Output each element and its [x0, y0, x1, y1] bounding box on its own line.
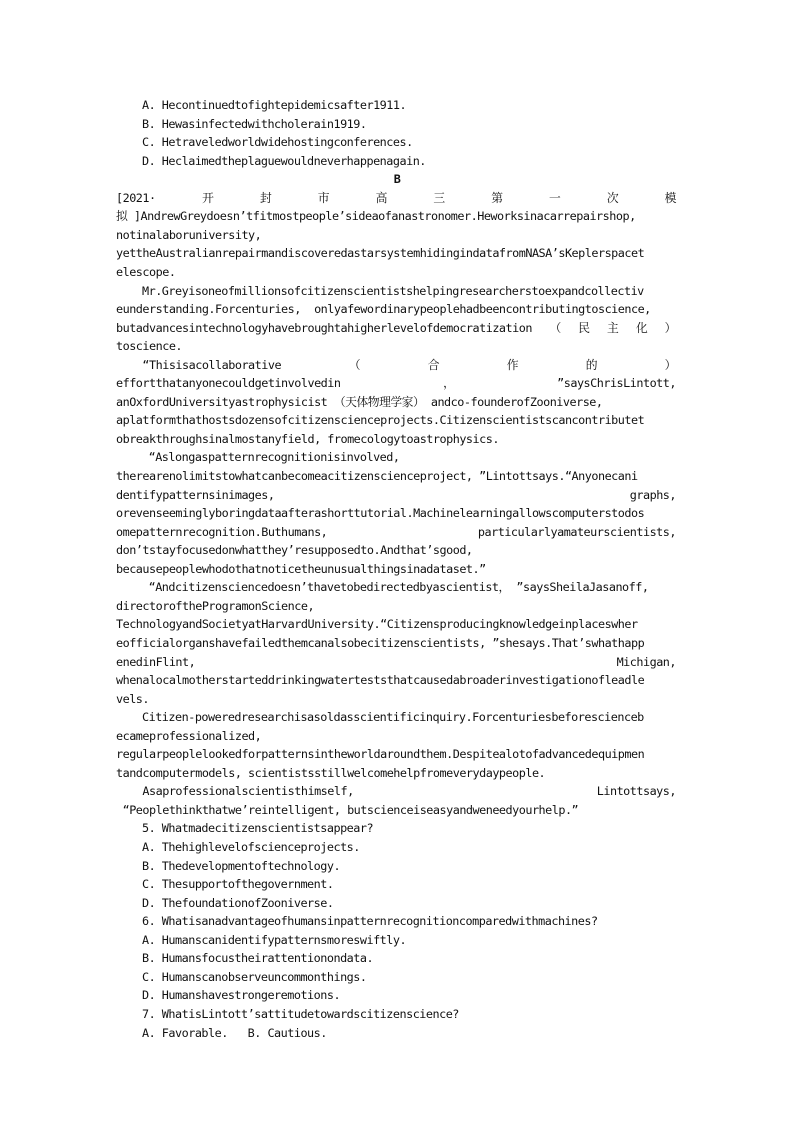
passage-word: 市	[317, 190, 330, 205]
question-option: A. Thehighlevelofscienceprojects.	[142, 840, 360, 854]
passage-line: “Andcitizensciencedoesn’thavetobedirectedbyascientist， ”saysSheilaJasanoff,	[142, 580, 649, 595]
passage-line: anOxfordUniversityastrophysicist （天体物理学家） andco-founderofZooniverse,	[116, 394, 603, 409]
passage-word: enedinFlint,	[116, 654, 196, 669]
passage-line: Mr.Greyisoneofmillionsofcitizenscientistshelpingresearcherstoexpandcollectiv	[142, 283, 644, 298]
passage-line	[116, 523, 676, 541]
passage-line: becausepeoplewhodothatnoticetheunusualthingsinadataset.”	[116, 561, 486, 576]
passage-word: [2021·	[116, 190, 156, 205]
passage-line	[116, 486, 676, 504]
prev-question-option: B. Hewasinfectedwithcholerain1919.	[142, 116, 367, 131]
question-option: D. Humanshavestrongeremotions.	[142, 988, 341, 1003]
question-stem: 5. Whatmadecitizenscientistsappear?	[142, 821, 374, 836]
passage-word: Michigan,	[616, 654, 676, 669]
question-stem: 7. WhatisLintott’sattitudetowardscitizenscience?	[142, 1006, 459, 1021]
passage-word: particularlyamateurscientists,	[477, 524, 676, 539]
passage-word: 的	[585, 357, 597, 372]
passage-line: Citizen-poweredresearchisasoldasscientificinquiry.Forcenturiesbeforescienceb	[142, 710, 644, 725]
question-option: C. Humanscanobserveuncommonthings.	[142, 969, 367, 984]
prev-question-option: D. Heclaimedtheplaguewouldneverhappenagain.	[142, 153, 426, 168]
question-stem: 6. Whatisanadvantageofhumansinpatternrecognitioncomparedwithmachines?	[142, 914, 598, 929]
passage-line: “Peoplethinkthatwe’reintelligent, butscienceiseasyandweneedyourhelp.”	[116, 802, 579, 817]
passage-word: 作	[506, 357, 519, 372]
passage-word: omepatternrecognition.Buthumans,	[116, 524, 328, 539]
passage-word: effortthatanyonecouldgetinvolvedin	[116, 376, 341, 391]
passage-line: vels.	[116, 691, 150, 706]
question-option: B. Thedevelopmentoftechnology.	[142, 858, 341, 873]
section-label: B	[393, 172, 401, 187]
passage-word: （	[549, 320, 561, 335]
passage-line: obreakthroughsinalmostanyfield, fromecologytoastrophysics.	[116, 431, 499, 446]
passage-word: graphs,	[629, 487, 676, 502]
passage-line: therearenolimitstowhatcanbecomeacitizenscienceproject, ”Lintottsays.“Anyonecani	[116, 469, 638, 483]
passage-word: 民	[578, 320, 590, 335]
passage-word: ，	[443, 376, 455, 391]
passage-line: TechnologyandSocietyatHarvardUniversity.“Citizensproducingknowledgeinplaceswher	[116, 617, 638, 632]
passage-word: butadvancesintechnologyhavebroughtahigherlevelofdemocratization	[116, 320, 532, 335]
passage-word: 三	[433, 190, 445, 205]
passage-word: 主	[607, 320, 619, 335]
passage-word: “Thisisacollaborative	[116, 357, 282, 372]
passage-line	[116, 653, 676, 671]
passage-line: eofficialorganshavefailedthemcanalsobecitizenscientists, ”shesays.That’swhathapp	[116, 635, 645, 650]
question-option: D. ThefoundationofZooniverse.	[142, 895, 334, 910]
prev-question-option: C. Hetraveledworldwidehostingconferences.	[142, 135, 413, 150]
passage-line: 拟 ]AndrewGreydoesn’tfitmostpeople’sideaofanastronomer.Heworksinacarrepairshop,	[116, 209, 636, 224]
question-option: A. Humanscanidentifypatternsmoreswiftly.	[142, 932, 407, 947]
passage-line	[116, 782, 676, 800]
passage-line: directoroftheProgramonScience,	[116, 598, 315, 613]
passage-word: ”saysChrisLintott,	[557, 376, 676, 391]
passage-line: tandcomputermodels, scientistsstillwelcomehelpfromeverydaypeople.	[116, 765, 546, 780]
passage-line: elescope.	[116, 264, 176, 279]
prev-question-option: A. Hecontinuedtofightepidemicsafter1911.	[142, 98, 407, 112]
passage-word: 一	[549, 190, 561, 205]
passage-line	[116, 189, 676, 207]
passage-word: 化	[635, 320, 648, 335]
passage-line: don’tstayfocusedonwhatthey’resupposedto.Andthat’sgood,	[116, 543, 473, 558]
passage-line: yettheAustralianrepairmandiscoveredastarsystemhidingindatafromNASA’sKeplerspacet	[116, 246, 645, 261]
passage-line: “Aslongaspatternrecognitionisinvolved,	[142, 450, 400, 465]
passage-word: （	[348, 357, 361, 372]
passage-line	[116, 319, 676, 337]
passage-word: 高	[375, 190, 387, 205]
passage-line: ecameprofessionalized,	[116, 728, 262, 743]
passage-word: 第	[491, 190, 503, 205]
question-option: B. Humansfocustheirattentionondata.	[142, 951, 374, 966]
passage-line: aplatformthathostsdozensofcitizenscienceprojects.Citizenscientistscancontributet	[116, 413, 645, 428]
passage-line: notinalaboruniversity,	[116, 227, 262, 242]
passage-word: 合	[427, 357, 440, 372]
passage-word: ）	[664, 320, 676, 335]
passage-word: Asaprofessionalscientisthimself,	[116, 784, 354, 799]
passage-word: 次	[606, 190, 619, 205]
passage-word: ）	[664, 357, 676, 372]
passage-line: whenalocalmotherstarteddrinkingwaterteststhatcausedabroaderinvestigationofleadle	[116, 673, 645, 688]
passage-line: regularpeoplelookedforpatternsintheworldaroundthem.Despitealotofadvancedequipmen	[116, 747, 645, 762]
question-option: A. Favorable. B. Cautious.	[142, 1025, 327, 1040]
passage-word: 模	[664, 190, 676, 205]
passage-line: toscience.	[116, 339, 183, 354]
passage-word: 开	[202, 190, 214, 205]
passage-line	[116, 374, 676, 392]
passage-line: orevenseeminglyboringdataafterashorttutorial.Machinelearningallowscomputerstodos	[116, 506, 645, 521]
passage-line: eunderstanding.Forcenturies, onlyafewordinarypeoplehadbeencontributingtoscience,	[116, 302, 651, 317]
question-option: C. Thesupportofthegovernment.	[142, 877, 334, 892]
passage-line	[116, 356, 676, 374]
passage-word: 封	[259, 190, 272, 205]
passage-word: Lintottsays,	[596, 784, 676, 799]
passage-word: dentifypatternsinimages,	[116, 487, 275, 502]
